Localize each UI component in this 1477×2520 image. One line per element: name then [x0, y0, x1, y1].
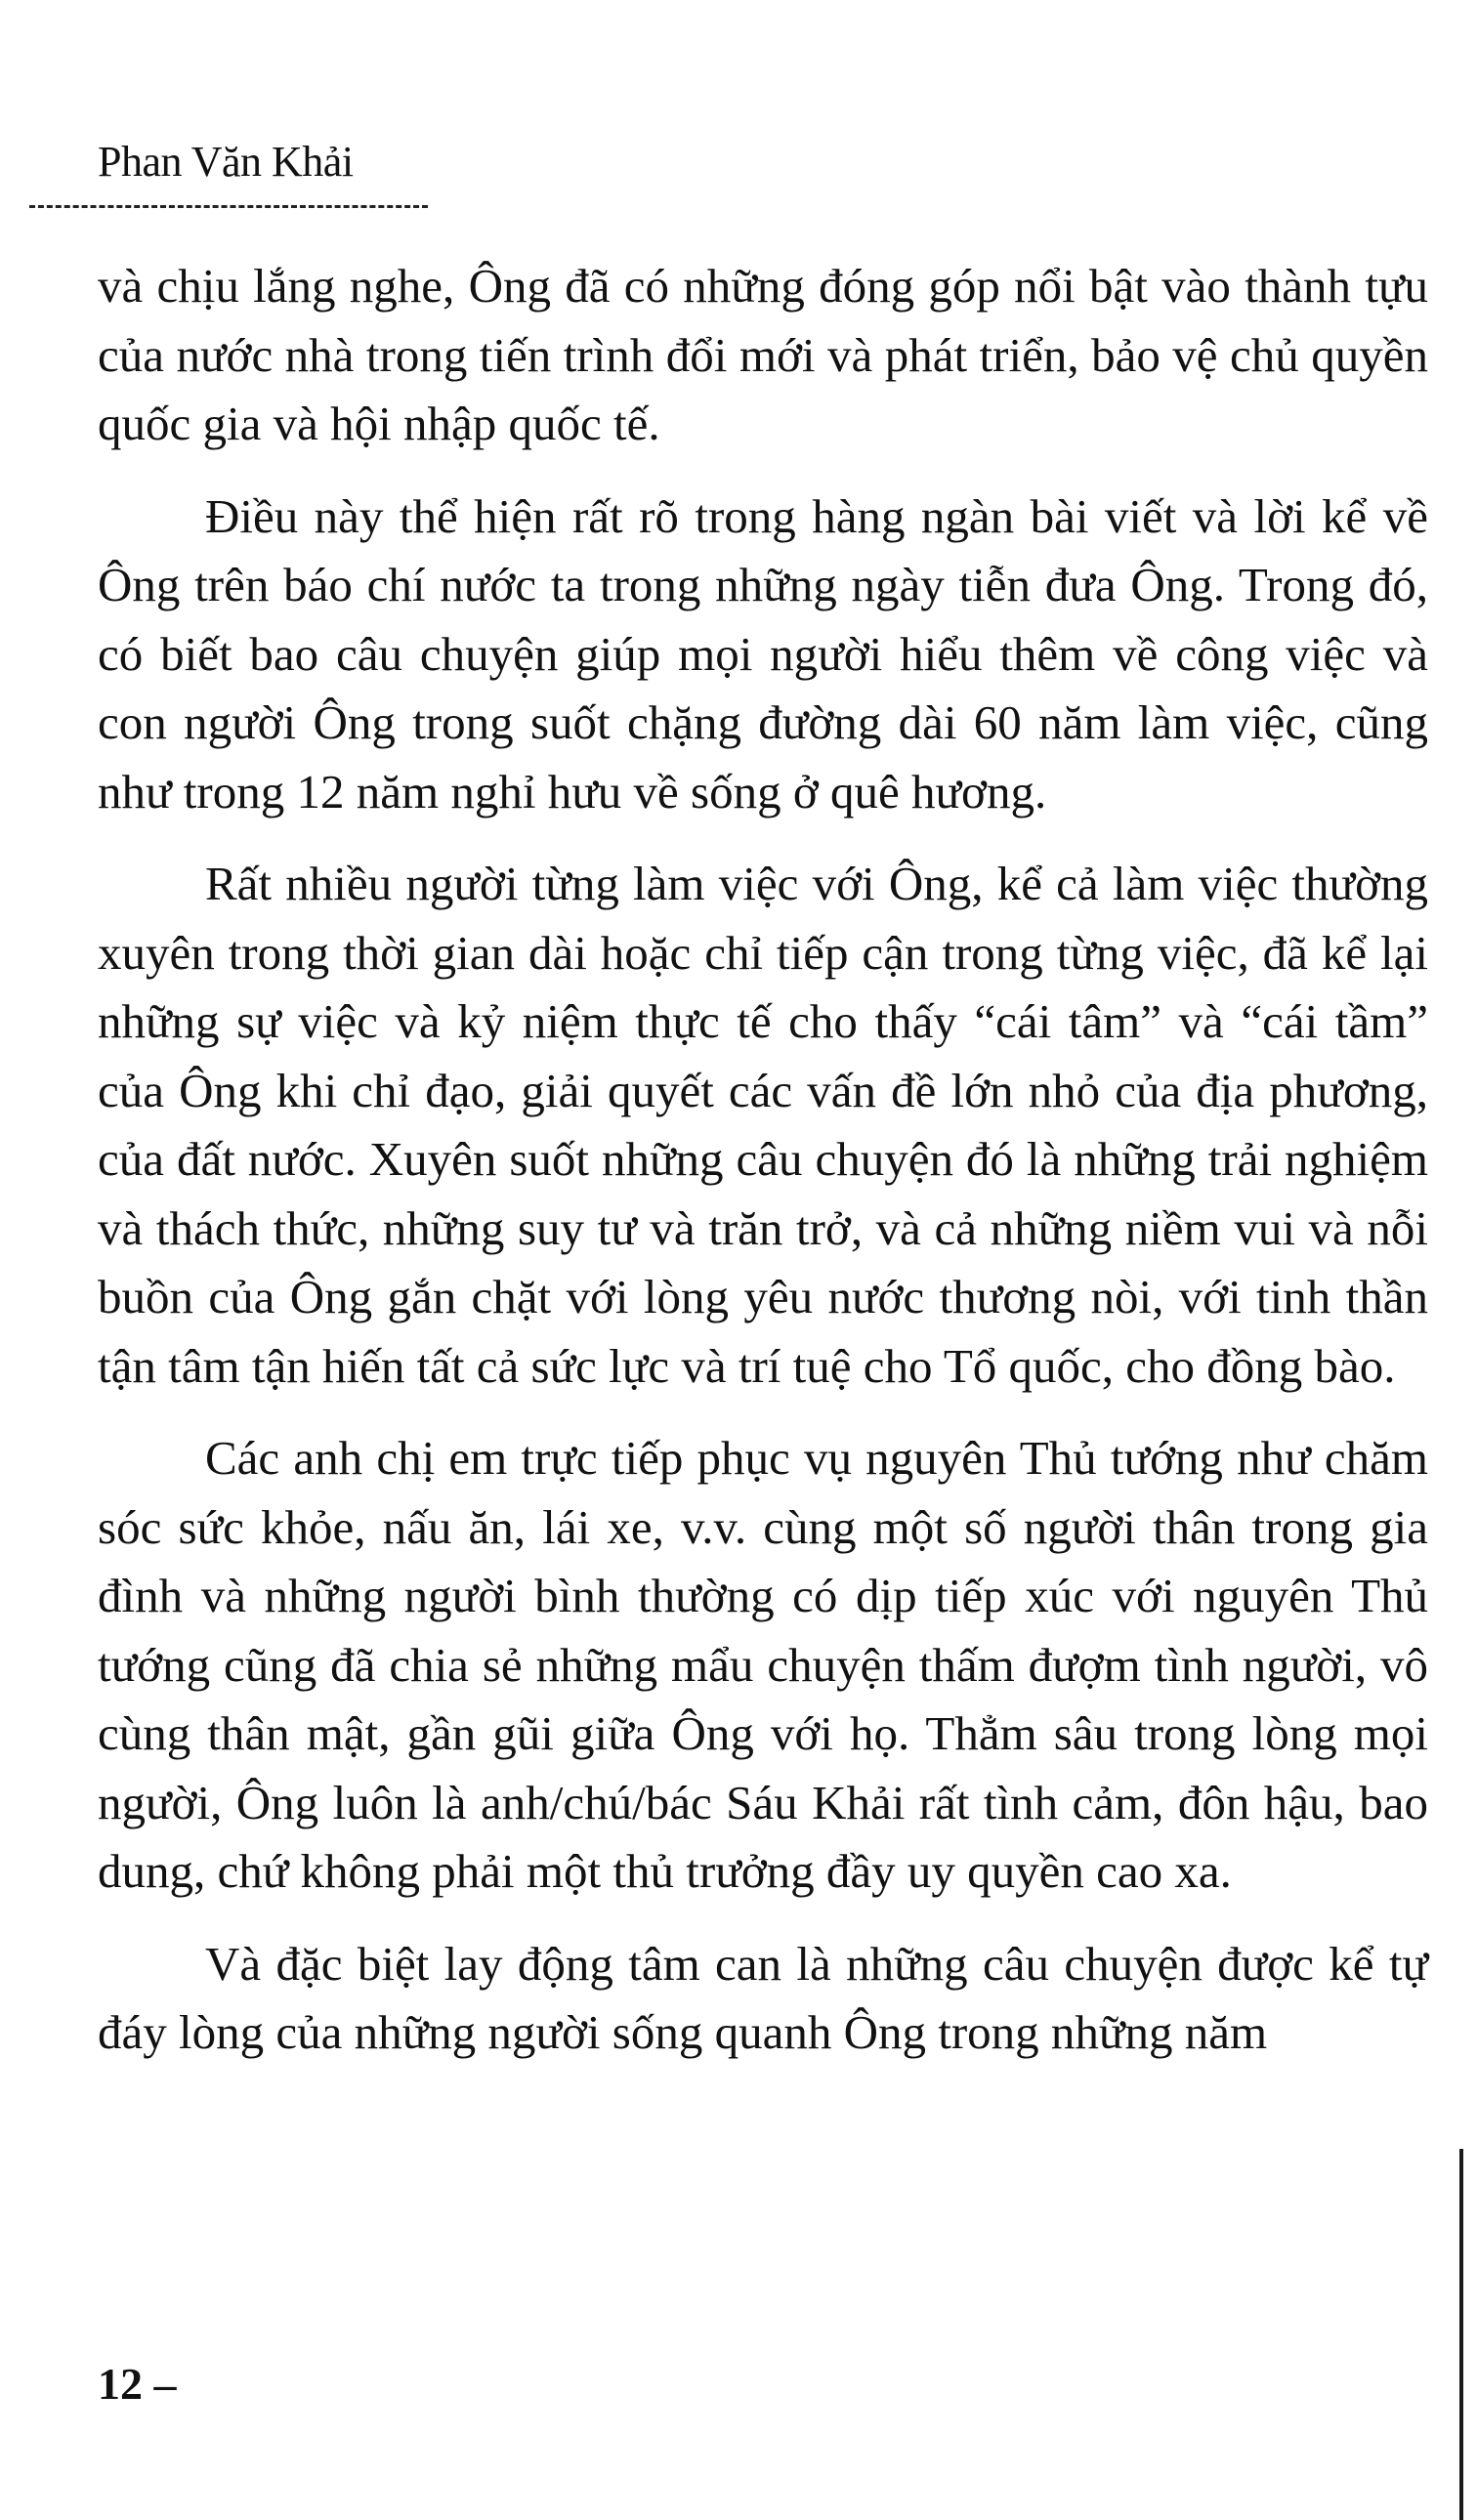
paragraph-staff-stories: Các anh chị em trực tiếp phục vụ nguyên Thủ tướng như chăm sóc sức khỏe, nấu ăn, lái xe, v.v. cùng một số người thân trong gia đình và những người bình thường có dịp tiếp xúc với nguyên Thủ tướng cũng đã chia sẻ những mẩu chuyện thấm đượm tình người, vô cùng thân mật, gần gũi giữa Ông với họ. Thẳm sâu trong lòng mọi người, Ông luôn là anh/chú/bác Sáu Khải rất tình cảm, đôn hậu, bao dung, chứ không phải một thủ trưởng đầy uy quyền cao xa.	[98, 1431, 1428, 1898]
running-header-title: Phan Văn Khải	[98, 138, 354, 186]
page-number: 12 –	[98, 2359, 177, 2409]
paragraph-press-coverage: Điều này thể hiện rất rõ trong hàng ngàn bài viết và lời kể về Ông trên báo chí nước ta trong những ngày tiễn đưa Ông. Trong đó, có biết bao câu chuyện giúp mọi người hiểu thêm về công việc và con người Ông trong suốt chặng đường dài 60 năm làm việc, cũng như trong 12 năm nghỉ hưu về sống ở quê hương.	[98, 488, 1428, 819]
paragraph-colleagues-memories: Rất nhiều người từng làm việc với Ông, kể cả làm việc thường xuyên trong thời gian dài hoặc chỉ tiếp cận trong từng việc, đã kể lại những sự việc và kỷ niệm thực tế cho thấy “cái tâm” và “cái tầm” của Ông khi chỉ đạo, giải quyết các vấn đề lớn nhỏ của địa phương, của đất nước. Xuyên suốt những câu chuyện đó là những trải nghiệm và thách thức, những suy tư và trăn trở, và cả những niềm vui và nỗi buồn của Ông gắn chặt với lòng yêu nước thương nòi, với tinh thần tận tâm tận hiến tất cả sức lực và trí tuệ cho Tổ quốc, cho đồng bào.	[98, 857, 1428, 1393]
paragraph-heartfelt-stories: Và đặc biệt lay động tâm can là những câu chuyện được kể tự đáy lòng của những người sống quanh Ông trong những năm	[98, 1936, 1428, 2059]
paragraph-continuation: và chịu lắng nghe, Ông đã có những đóng góp nổi bật vào thành tựu của nước nhà trong tiến trình đổi mới và phát triển, bảo vệ chủ quyền quốc gia và hội nhập quốc tế.	[98, 259, 1428, 450]
header-dashed-rule	[29, 205, 428, 208]
binding-edge-shadow	[1459, 2149, 1463, 2520]
body-text	[98, 252, 1428, 2091]
